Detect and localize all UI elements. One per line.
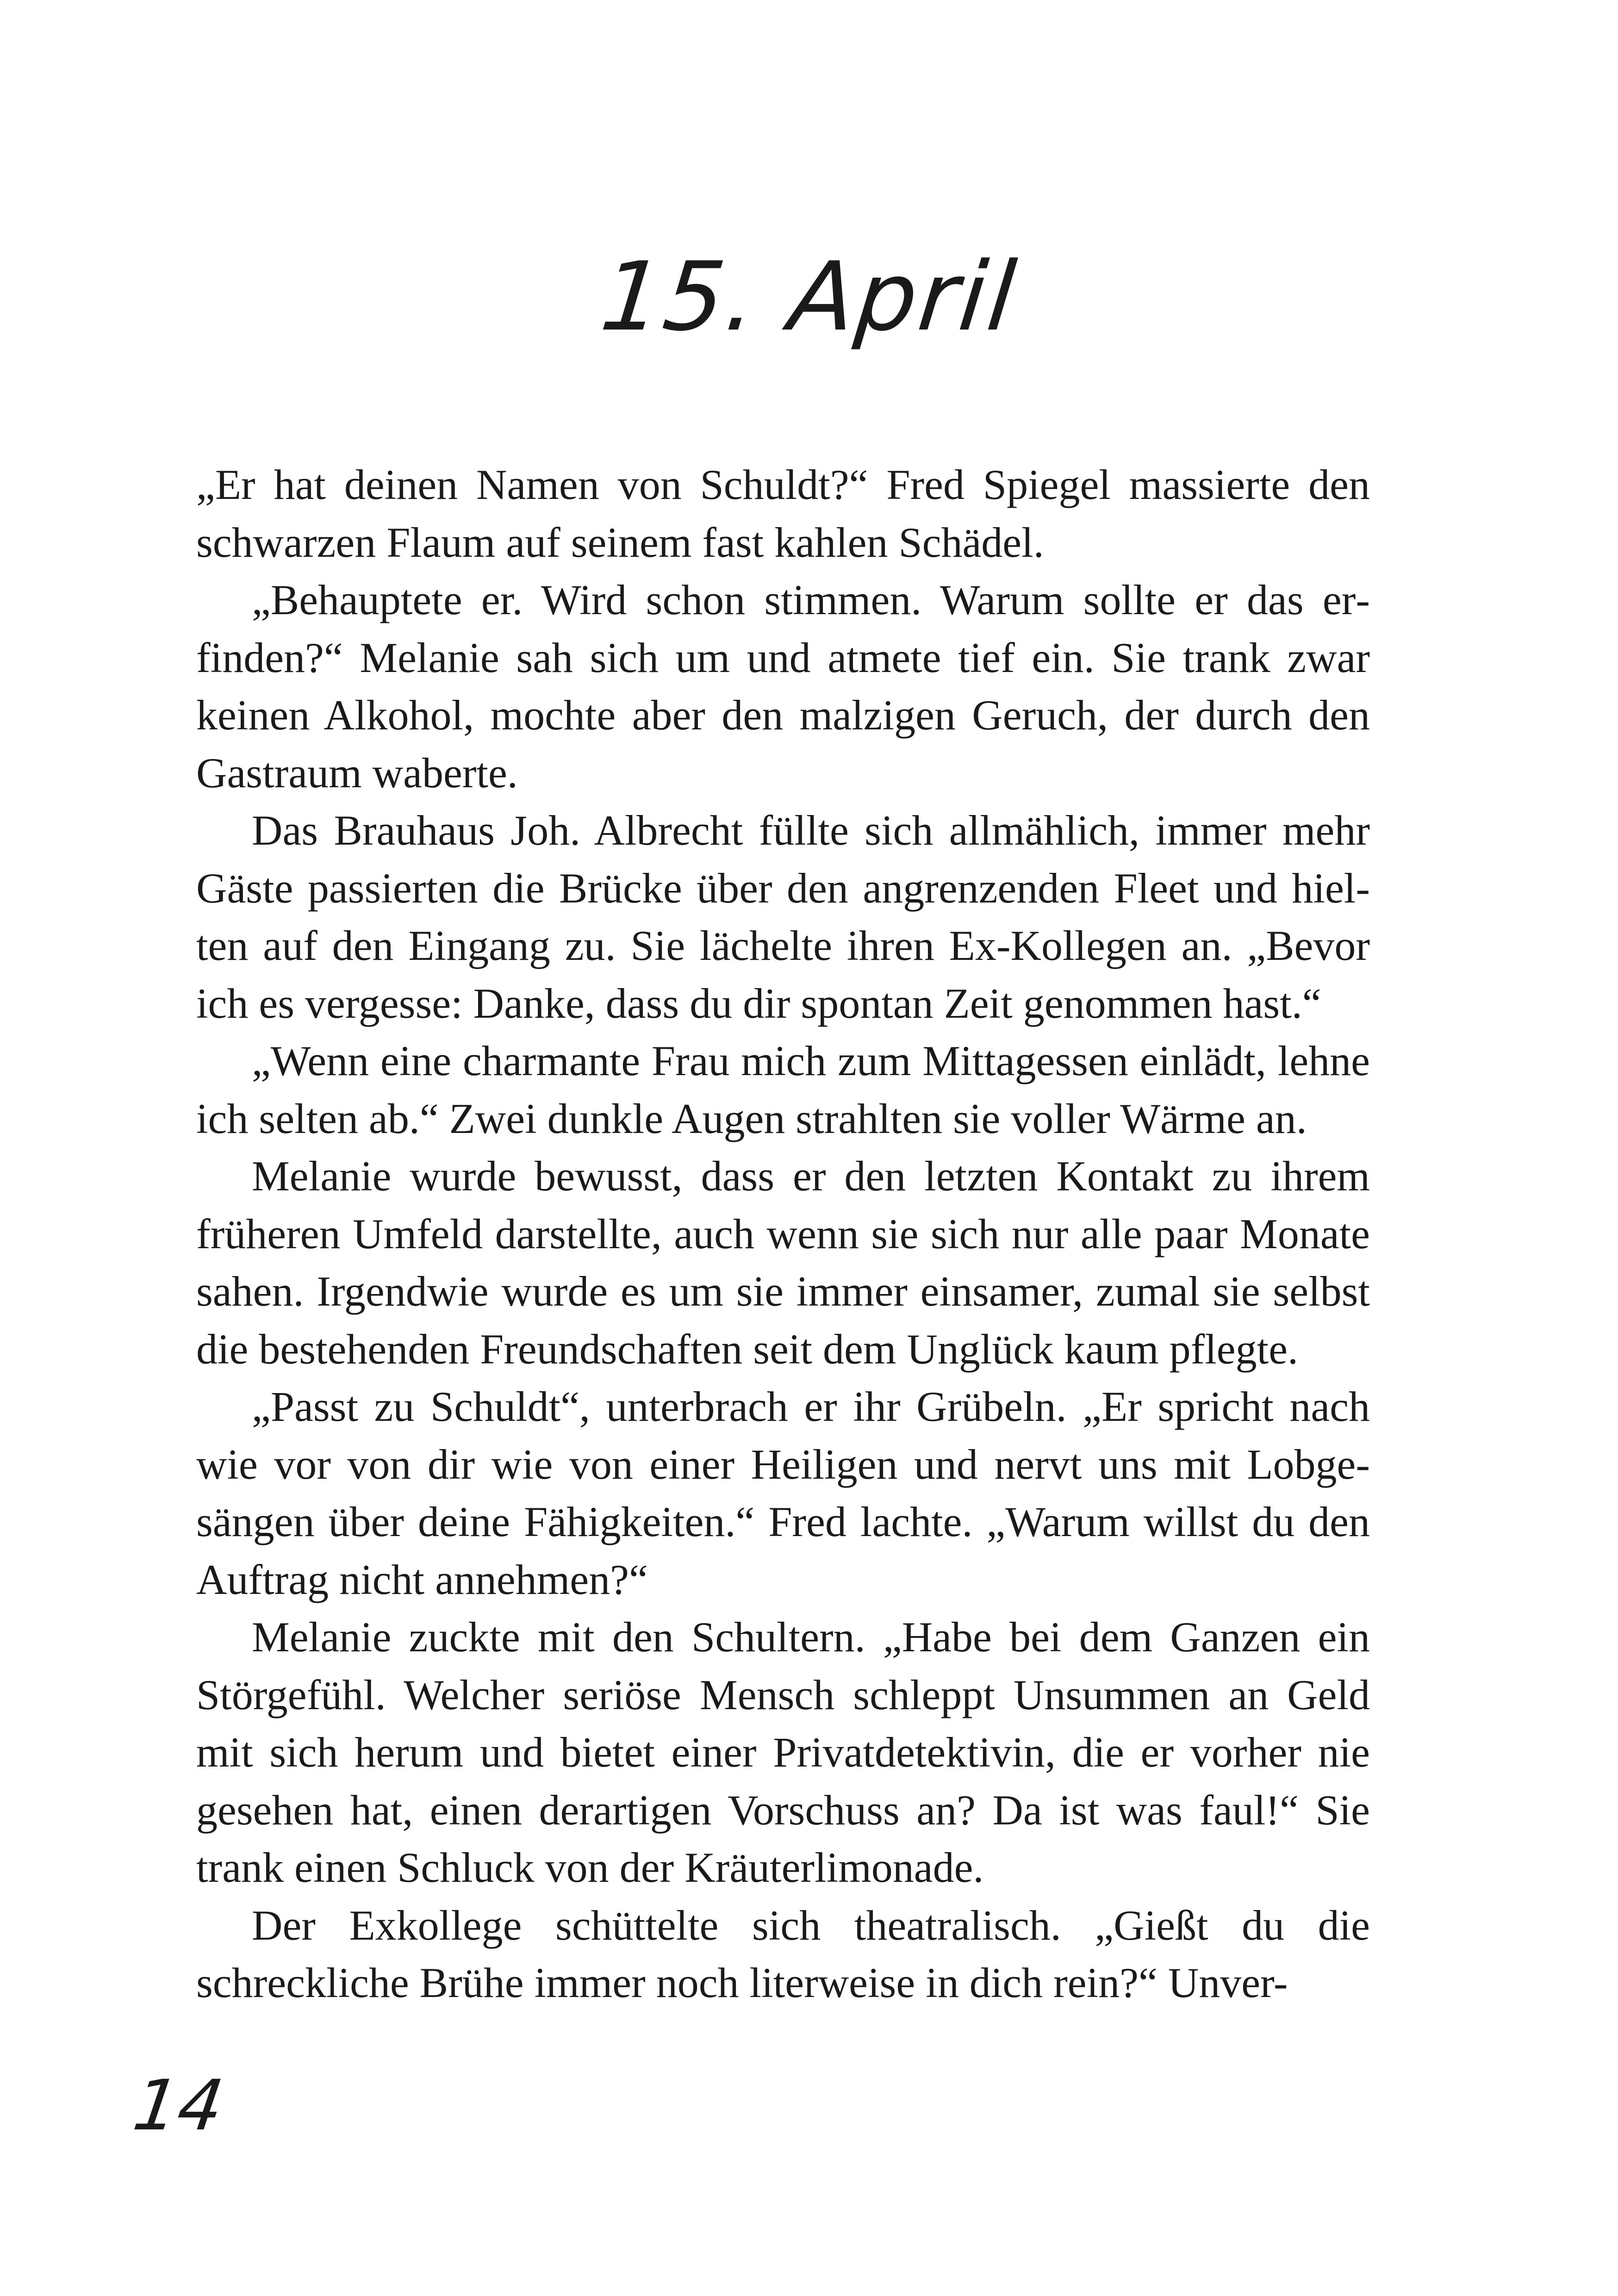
paragraph: „Behauptete er. Wird schon stimmen. Warum sollte er das erfinden?“ Melanie sah sich um und atmete tief ein. Sie trank zwar keinen Alkohol, mochte aber den malzigen Geruch, der durch den Gastraum waberte. (196, 576, 1370, 796)
paragraph: Melanie zuckte mit den Schultern. „Habe bei dem Ganzen ein Störgefühl. Welcher seriöse Mensch schleppt Unsummen an Geld mit sich herum und bietet einer Privatdetektivin, die er vorher nie gesehen hat, einen derartigen Vorschuss an? Da ist was faul!“ Sie trank einen Schluck von der Kräuterlimonade. (196, 1613, 1370, 1891)
paragraph: Das Brauhaus Joh. Albrecht füllte sich allmählich, immer mehr Gäste passierten die Brücke über den angrenzenden Fleet und hielten auf den Eingang zu. Sie lächelte ihren Ex-Kollegen an. „Bevor ich es vergesse: Danke, dass du dir spontan Zeit genommen hast.“ (196, 807, 1370, 1027)
paragraph: Der Exkollege schüttelte sich theatralisch. „Gießt du die schreckliche Brühe immer noch literweise in dich rein?“ Unver- (196, 1901, 1370, 2006)
paragraph: „Passt zu Schuldt“, unterbrach er ihr Grübeln. „Er spricht nach wie vor von dir wie von einer Heiligen und nervt uns mit Lobgesängen über deine Fähigkeiten.“ Fred lachte. „Warum willst du den Auftrag nicht annehmen?“ (196, 1383, 1370, 1603)
paragraph: Melanie wurde bewusst, dass er den letzten Kontakt zu ihrem früheren Umfeld darstellte, auch wenn sie sich nur alle paar Monate sahen. Irgendwie wurde es um sie immer einsamer, zumal sie selbst die bestehenden Freundschaften seit dem Unglück kaum pflegte. (196, 1152, 1370, 1373)
paragraph: „Er hat deinen Namen von Schuldt?“ Fred Spiegel massierte den schwarzen Flaum auf seinem fast kahlen Schädel. (196, 461, 1370, 566)
body-text (196, 456, 1370, 2012)
page-number: 14 (128, 2066, 229, 2146)
paragraph: „Wenn eine charmante Frau mich zum Mittagessen einlädt, lehne ich selten ab.“ Zwei dunkle Augen strahlten sie voller Wärme an. (196, 1037, 1370, 1142)
chapter-title: 15. April (596, 242, 1022, 352)
